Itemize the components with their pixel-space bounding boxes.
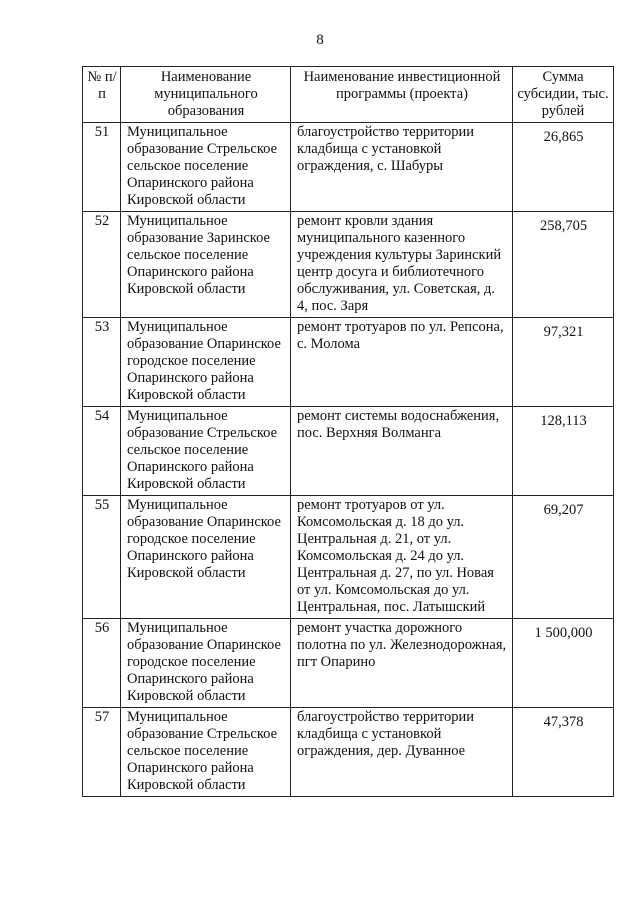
table-row — [83, 123, 614, 212]
row-number-cell: 54 — [83, 407, 121, 496]
row-number-cell: 56 — [83, 619, 121, 708]
sum-cell: 69,207 — [513, 496, 614, 619]
sum-cell: 258,705 — [513, 212, 614, 318]
table-row — [83, 619, 614, 708]
municipality-cell: Муниципальное образование Стрельское сельское поселение Опаринского района Кировской области — [121, 123, 291, 212]
header-sum: Сумма субсидии, тыс. рублей — [513, 67, 614, 123]
table-header-row — [83, 67, 614, 123]
table-row — [83, 212, 614, 318]
municipality-cell: Муниципальное образование Опаринское городское поселение Опаринского района Кировской области — [121, 318, 291, 407]
program-cell: благоустройство территории кладбища с установкой ограждения, с. Шабуры — [291, 123, 513, 212]
sum-cell: 47,378 — [513, 708, 614, 797]
header-num: № п/п — [83, 67, 121, 123]
subsidy-table — [82, 66, 614, 797]
program-cell: ремонт тротуаров от ул. Комсомольская д. 18 до ул. Центральная д. 21, от ул. Комсомольская д. 24 до ул. Центральная д. 27, по ул. Новая от ул. Комсомольская до ул. Центральная, пос. Латышский — [291, 496, 513, 619]
table-row — [83, 407, 614, 496]
municipality-cell: Муниципальное образование Стрельское сельское поселение Опаринского района Кировской области — [121, 708, 291, 797]
program-cell: ремонт системы водоснабжения, пос. Верхняя Волманга — [291, 407, 513, 496]
table-row — [83, 708, 614, 797]
municipality-cell: Муниципальное образование Заринское сельское поселение Опаринского района Кировской области — [121, 212, 291, 318]
sum-cell: 97,321 — [513, 318, 614, 407]
row-number-cell: 52 — [83, 212, 121, 318]
row-number-cell: 55 — [83, 496, 121, 619]
row-number-cell: 51 — [83, 123, 121, 212]
sum-cell: 26,865 — [513, 123, 614, 212]
table-row — [83, 318, 614, 407]
table-body — [83, 123, 614, 797]
sum-cell: 128,113 — [513, 407, 614, 496]
header-municipality: Наименование муниципального образования — [121, 67, 291, 123]
header-program: Наименование инвестиционной программы (проекта) — [291, 67, 513, 123]
table-row — [83, 496, 614, 619]
program-cell: благоустройство территории кладбища с установкой ограждения, дер. Дуванное — [291, 708, 513, 797]
row-number-cell: 57 — [83, 708, 121, 797]
municipality-cell: Муниципальное образование Опаринское городское поселение Опаринского района Кировской области — [121, 496, 291, 619]
program-cell: ремонт участка дорожного полотна по ул. Железнодорожная, пгт Опарино — [291, 619, 513, 708]
row-number-cell: 53 — [83, 318, 121, 407]
program-cell: ремонт кровли здания муниципального казенного учреждения культуры Заринский центр досуга и библиотечного обслуживания, ул. Советская, д. 4, пос. Заря — [291, 212, 513, 318]
municipality-cell: Муниципальное образование Стрельское сельское поселение Опаринского района Кировской области — [121, 407, 291, 496]
program-cell: ремонт тротуаров по ул. Репсона, с. Молома — [291, 318, 513, 407]
page-number: 8 — [316, 32, 324, 48]
sum-cell: 1 500,000 — [513, 619, 614, 708]
municipality-cell: Муниципальное образование Опаринское городское поселение Опаринского района Кировской области — [121, 619, 291, 708]
